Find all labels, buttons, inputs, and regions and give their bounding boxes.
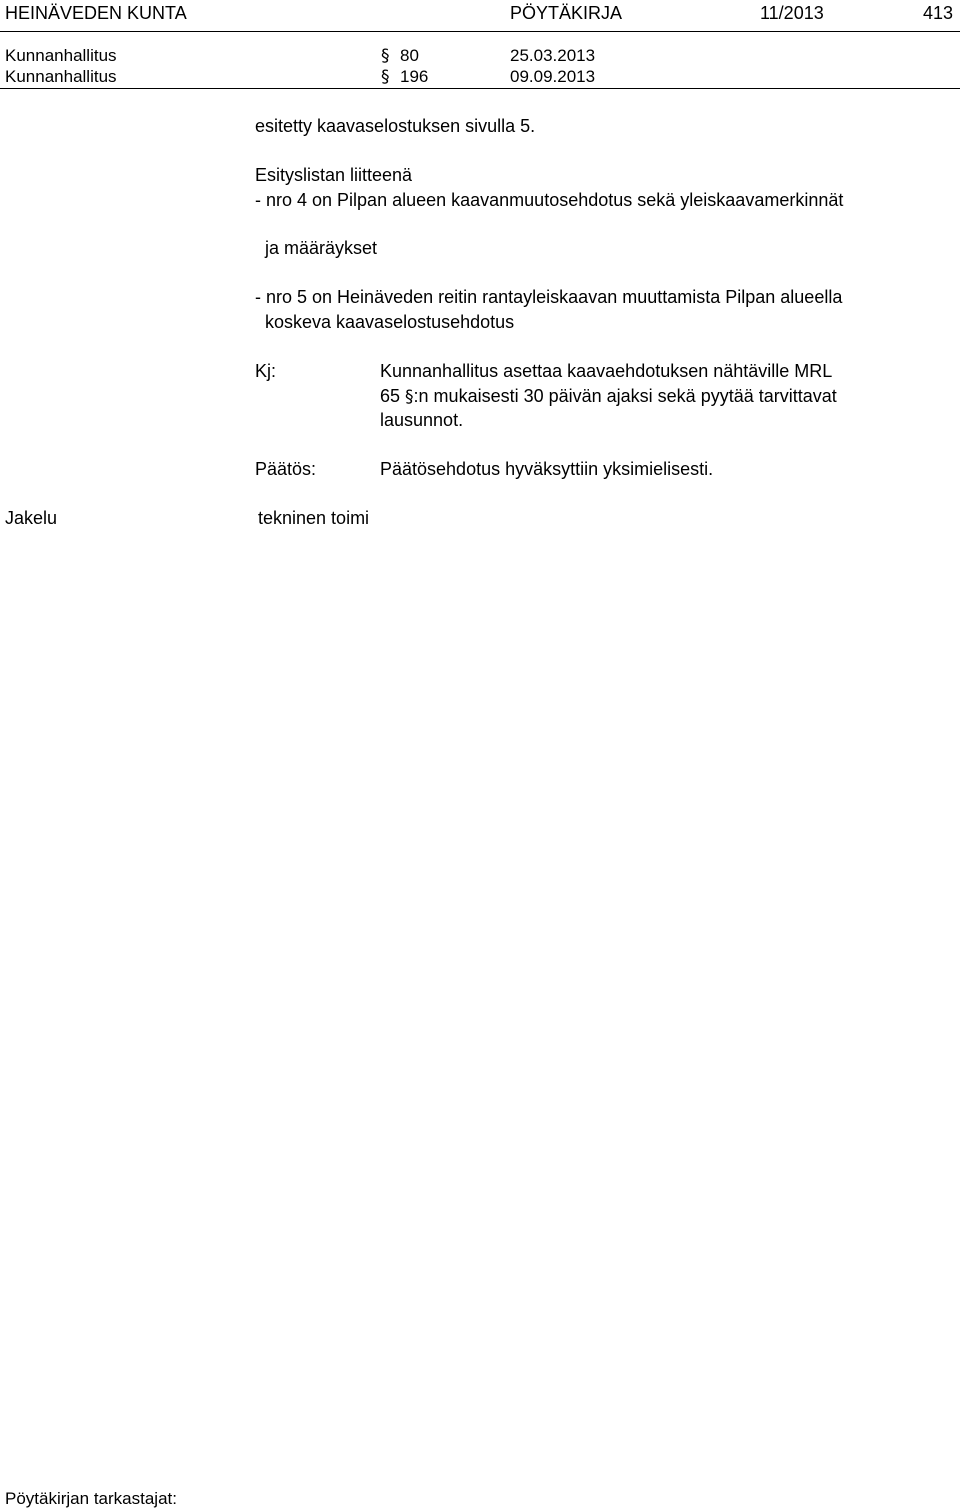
meta-divider <box>0 88 960 89</box>
decision-label: Päätös: <box>255 459 317 479</box>
body-line-1: esitetty kaavaselostuksen sivulla 5. <box>255 116 536 136</box>
footer-reviewers-label: Pöytäkirjan tarkastajat: <box>5 1489 177 1508</box>
attachment-item-5-line-1: - nro 5 on Heinäveden reitin rantayleiskaavan muuttamista Pilpan alueella <box>255 287 843 307</box>
meeting-body-1: Kunnanhallitus <box>5 46 117 65</box>
section-number-1: 80 <box>400 46 419 65</box>
meeting-date-1: 25.03.2013 <box>510 46 596 65</box>
distribution-value: tekninen toimi <box>258 508 370 528</box>
decision-text: Päätösehdotus hyväksyttiin yksimielisesti. <box>380 459 714 479</box>
proposal-line-3: lausunnot. <box>380 410 464 430</box>
proposal-line-1: Kunnanhallitus asettaa kaavaehdotuksen nähtäville MRL <box>380 361 833 381</box>
attachment-item-4-line-1: - nro 4 on Pilpan alueen kaavanmuutosehdotus sekä yleiskaavamerkinnät <box>255 190 844 210</box>
proposal-section-sign: § <box>405 387 414 407</box>
section-sign-2: § <box>381 67 390 87</box>
page-number: 413 <box>923 3 954 23</box>
section-number-2: 196 <box>400 67 429 86</box>
attachment-item-5-line-2: koskeva kaavaselostusehdotus <box>265 312 515 332</box>
section-sign-1: § <box>381 46 390 66</box>
organization-name: HEINÄVEDEN KUNTA <box>5 3 187 23</box>
protocol-number: 11/2013 <box>760 3 824 23</box>
proposal-section-number: 65 <box>380 386 401 406</box>
proposal-line-2 <box>380 384 837 409</box>
proposal-line-2-rest: :n mukaisesti 30 päivän ajaksi sekä pyytää tarvittavat <box>413 386 837 406</box>
document-type: PÖYTÄKIRJA <box>510 3 623 23</box>
distribution-label: Jakelu <box>5 508 58 528</box>
header-divider <box>0 31 960 32</box>
meeting-body-2: Kunnanhallitus <box>5 67 117 86</box>
attachment-item-4-line-2: ja määräykset <box>265 238 378 258</box>
proposal-label: Kj: <box>255 361 277 381</box>
meeting-date-2: 09.09.2013 <box>510 67 596 86</box>
attachments-heading: Esityslistan liitteenä <box>255 165 413 185</box>
